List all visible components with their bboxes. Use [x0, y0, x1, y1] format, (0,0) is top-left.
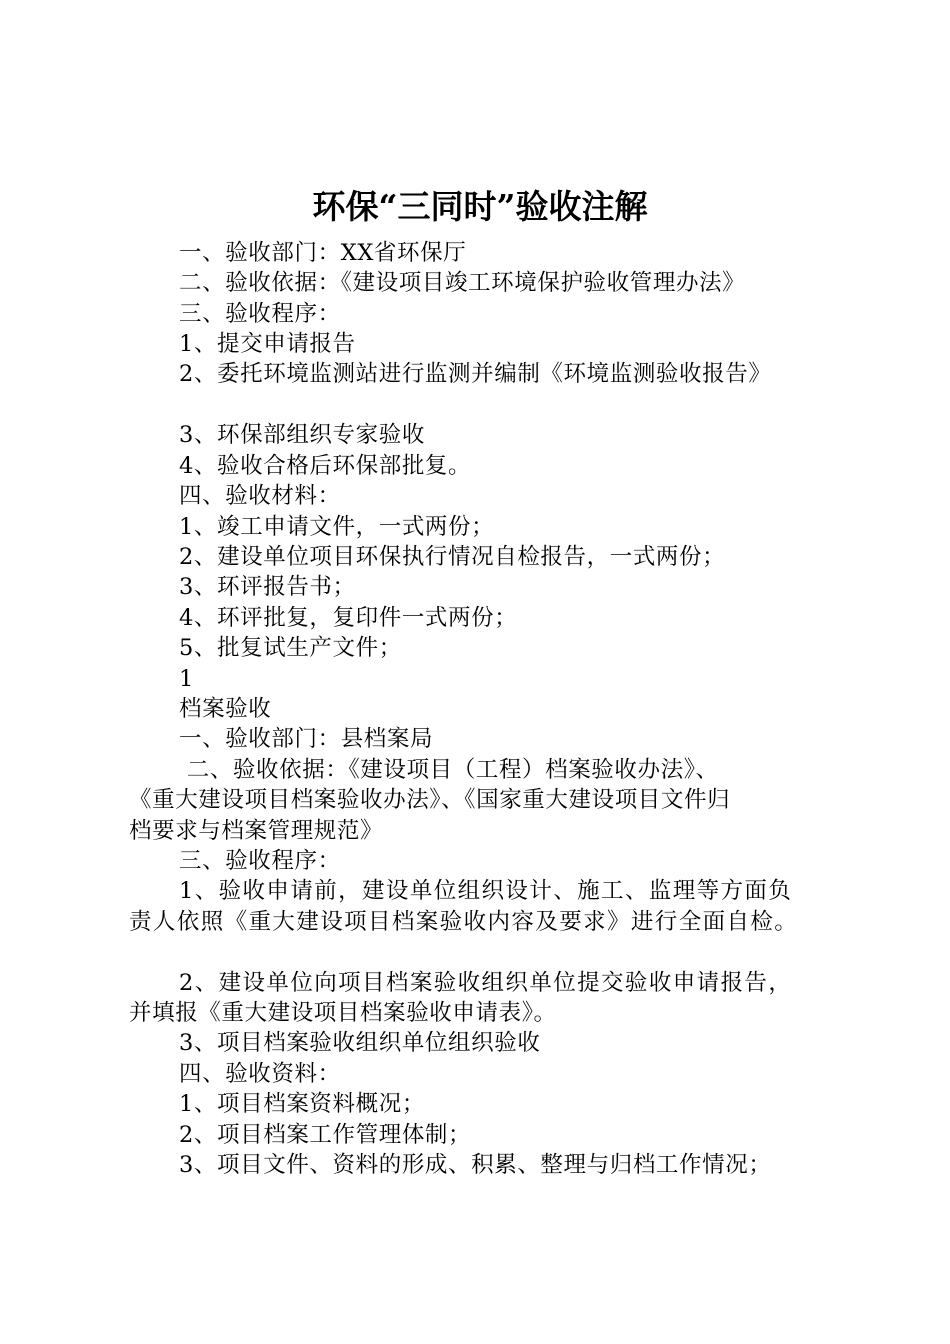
- text-line: 1、项目档案资料概况；: [179, 1091, 425, 1117]
- text-line: 3、环评报告书；: [179, 574, 356, 600]
- text-line: 并填报《重大建设项目档案验收申请表》。: [129, 1000, 557, 1026]
- text-line: 《重大建设项目档案验收办法》、《国家重大建设项目文件归: [129, 787, 731, 813]
- text-line: 二、验收依据：《建设项目（工程）档案验收办法》、: [179, 757, 719, 783]
- text-line: 1、竣工申请文件，一式两份；: [179, 514, 495, 540]
- text-line: 1、验收申请前，建设单位组织设计、施工、监理等方面负: [179, 878, 793, 904]
- text-line: 4、环评批复，复印件一式两份；: [179, 605, 518, 631]
- text-line: 4、验收合格后环保部批复。: [179, 453, 472, 479]
- text-line: 3、项目文件、资料的形成、积累、整理与归档工作情况；: [179, 1152, 772, 1178]
- page-number-marker: 1: [179, 666, 194, 692]
- document-title: 环保“三同时”验收注解: [312, 187, 648, 226]
- text-line: 2、委托环境监测站进行监测并编制《环境监测验收报告》: [179, 361, 772, 387]
- text-line: 二、验收依据：《建设项目竣工环境保护验收管理办法》: [179, 270, 746, 296]
- text-line: 一、验收部门：XX省环保厅: [179, 240, 467, 266]
- text-line: 3、项目档案验收组织单位组织验收: [179, 1030, 541, 1056]
- text-line: 2、建设单位项目环保执行情况自检报告，一式两份；: [179, 544, 726, 570]
- text-line: 1、提交申请报告: [179, 331, 356, 357]
- section-heading: 档案验收: [179, 696, 272, 722]
- text-line: 5、批复试生产文件；: [179, 635, 402, 661]
- text-line: 3、环保部组织专家验收: [179, 422, 425, 448]
- text-line: 2、建设单位向项目档案验收组织单位提交验收申请报告，: [179, 970, 793, 996]
- text-line: 三、验收程序：: [179, 848, 341, 874]
- text-line: 档要求与档案管理规范》: [129, 818, 384, 844]
- text-line: 2、项目档案工作管理体制；: [179, 1122, 472, 1148]
- text-line: 四、验收资料：: [179, 1061, 341, 1087]
- text-line: 一、验收部门：县档案局: [179, 726, 434, 752]
- text-line: 责人依照《重大建设项目档案验收内容及要求》进行全面自检。: [129, 909, 799, 935]
- text-line: 四、验收材料：: [179, 483, 341, 509]
- text-line: 三、验收程序：: [179, 301, 341, 327]
